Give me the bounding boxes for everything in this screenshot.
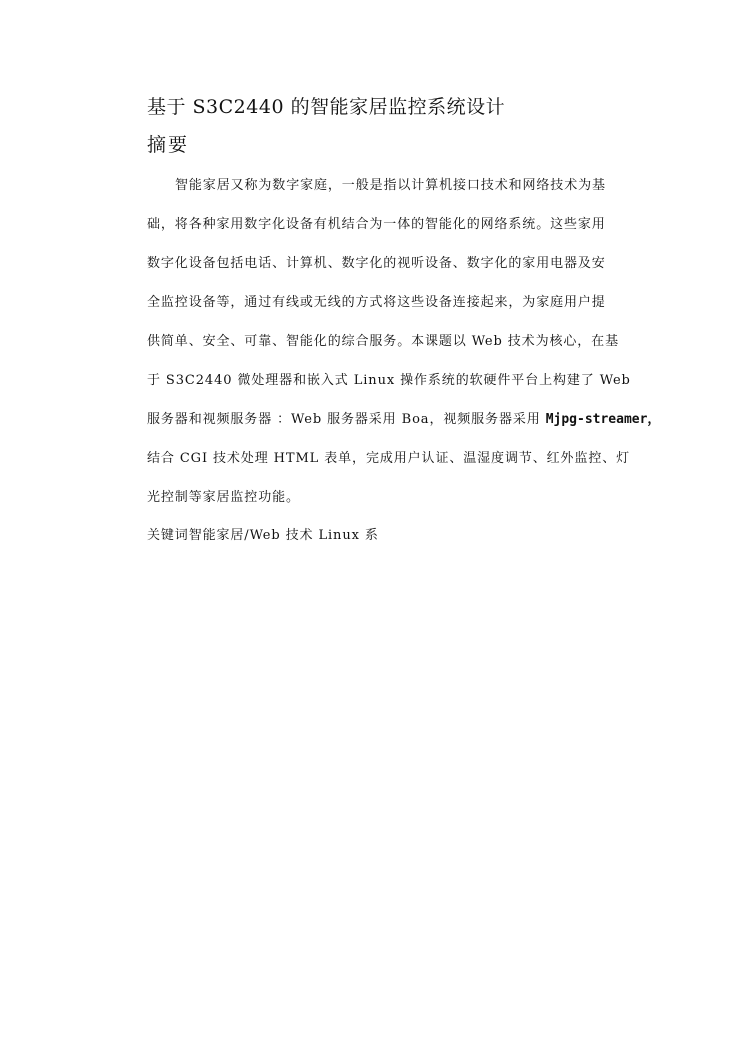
abstract-line-8: 结合 CGI 技术处理 HTML 表单，完成用户认证、温湿度调节、红外监控、灯 [147,451,631,466]
abstract-line-7 [147,410,661,430]
document-title: 基于 S3C2440 的智能家居监控系统设计 [147,96,506,118]
abstract-line-3: 数字化设备包括电话、计算机、数字化的视听设备、数字化的家用电器及安 [147,256,606,271]
abstract-line-6: 于 S3C2440 微处理器和嵌入式 Linux 操作系统的软硬件平台上构建了 Web [147,373,631,388]
abstract-line-5: 供简单、安全、可靠、智能化的综合服务。本课题以 Web 技术为核心，在基 [147,334,619,349]
abstract-line-1: 智能家居又称为数字家庭，一般是指以计算机接口技术和网络技术为基 [175,178,606,193]
abstract-line-7-bold: Mjpg-streamer， [545,412,661,427]
abstract-line-4: 全监控设备等，通过有线或无线的方式将这些设备连接起来，为家庭用户提 [147,295,606,310]
abstract-line-2: 础，将各种家用数字化设备有机结合为一体的智能化的网络系统。这些家用 [147,217,606,232]
keywords-line: 关键词智能家居/Web 技术 Linux 系 [147,528,379,543]
abstract-heading: 摘要 [147,134,190,156]
abstract-line-9: 光控制等家居监控功能。 [147,490,300,505]
abstract-line-7-text: 服务器和视频服务器 ：Web 服务器采用 Boa，视频服务器采用 [147,412,546,427]
